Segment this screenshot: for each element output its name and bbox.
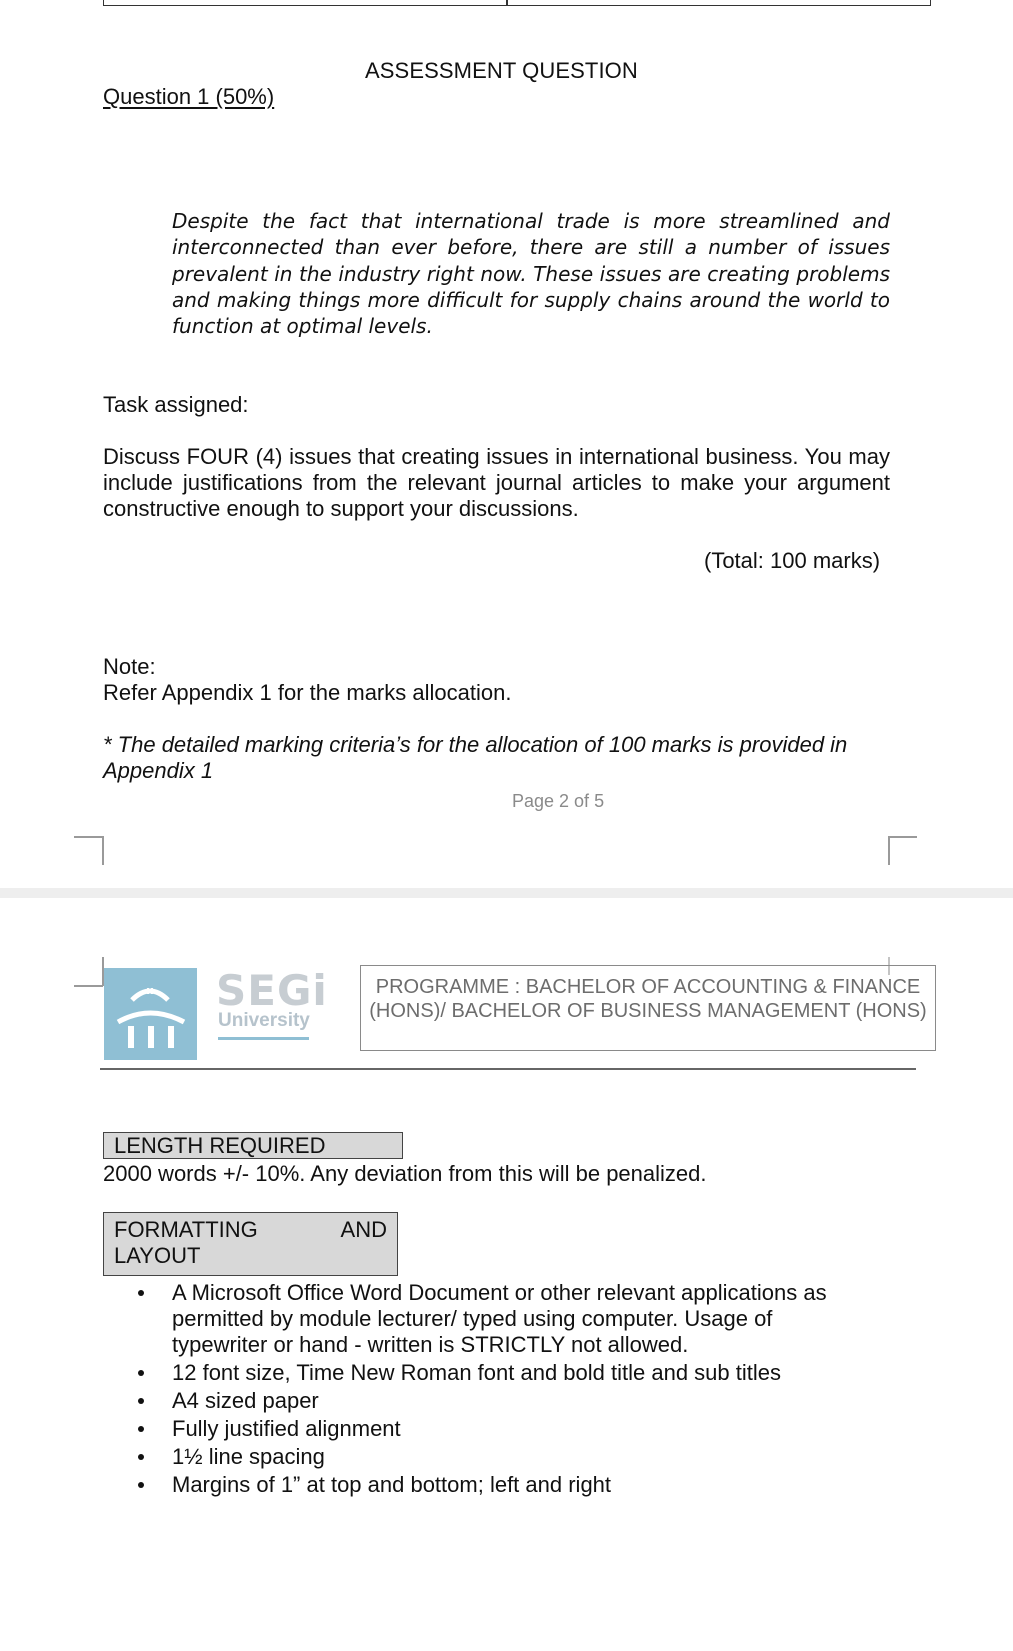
page-number: Page 2 of 5 bbox=[512, 791, 605, 811]
total-marks: (Total: 100 marks) bbox=[704, 548, 881, 573]
task-body: Discuss FOUR (4) issues that creating issues in international business. You may include justifications from the relevant journal articles to make your argument constructive enough to support your discussions. bbox=[103, 444, 890, 521]
bullet-icon bbox=[138, 1370, 144, 1376]
list-item bbox=[130, 1472, 870, 1498]
formatting-layout-label bbox=[103, 1212, 398, 1276]
task-label: Task assigned: bbox=[103, 392, 249, 417]
programme-box: PROGRAMME : BACHELOR OF ACCOUNTING & FINANCE (HONS)/ BACHELOR OF BUSINESS MANAGEMENT (HONS) bbox=[360, 965, 936, 1051]
formatting-label-word: LAYOUT bbox=[114, 1243, 201, 1268]
logo-underline bbox=[218, 1037, 309, 1040]
list-item bbox=[130, 1360, 870, 1386]
bullet-icon bbox=[138, 1426, 144, 1432]
note-label: Note: bbox=[103, 654, 156, 679]
bullet-icon bbox=[138, 1290, 144, 1296]
logo-wordmark: SEGi bbox=[216, 966, 328, 1015]
length-required-label: LENGTH REQUIRED bbox=[103, 1132, 403, 1159]
bullet-icon bbox=[138, 1454, 144, 1460]
table-remnant bbox=[103, 0, 931, 6]
formatting-label-word: AND bbox=[340, 1217, 387, 1242]
page-corner-mark bbox=[74, 985, 103, 987]
note-body: Refer Appendix 1 for the marks allocation. bbox=[103, 680, 512, 705]
length-required-body: 2000 words +/- 10%. Any deviation from this will be penalized. bbox=[103, 1161, 707, 1186]
list-item bbox=[130, 1388, 870, 1414]
list-item-text: Margins of 1” at top and bottom; left and right bbox=[172, 1472, 612, 1497]
assessment-title: ASSESSMENT QUESTION bbox=[365, 58, 638, 83]
logo-subtitle: University bbox=[218, 1010, 310, 1031]
university-logo-icon bbox=[104, 968, 197, 1060]
header-rule bbox=[100, 1068, 916, 1070]
list-item-text: A4 sized paper bbox=[172, 1388, 319, 1413]
list-item bbox=[130, 1444, 870, 1470]
bullet-icon bbox=[138, 1398, 144, 1404]
list-item-text: 1½ line spacing bbox=[172, 1444, 325, 1469]
list-item-text: 12 font size, Time New Roman font and bold title and sub titles bbox=[172, 1360, 781, 1385]
formatting-label-word: FORMATTING bbox=[114, 1217, 258, 1242]
criteria-note: * The detailed marking criteria’s for the allocation of 100 marks is provided in Appendix 1 bbox=[103, 732, 848, 783]
table-divider bbox=[506, 0, 508, 6]
scenario-paragraph: Despite the fact that international trade is more streamlined and interconnected than ever before, there are still a number of issues prevalent in the industry right now. These issues are creating problems and making things more difficult for supply chains around the world to function at optimal levels. bbox=[172, 209, 890, 339]
page-separator bbox=[0, 888, 1013, 898]
page-corner-mark bbox=[888, 836, 890, 865]
list-item-text: Fully justified alignment bbox=[172, 1416, 401, 1441]
formatting-rules-list bbox=[130, 1280, 870, 1500]
list-item bbox=[130, 1280, 870, 1358]
list-item-text: A Microsoft Office Word Document or other relevant applications as permitted by module lecturer/ typed using computer. Usage of typewriter or hand - written is STRICTLY not allowed. bbox=[172, 1280, 827, 1357]
list-item bbox=[130, 1416, 870, 1442]
page-corner-mark bbox=[888, 836, 917, 838]
bullet-icon bbox=[138, 1482, 144, 1488]
page-corner-mark bbox=[74, 836, 103, 838]
question-heading: Question 1 (50%) bbox=[103, 84, 275, 109]
page-corner-mark bbox=[102, 836, 104, 865]
building-icon bbox=[104, 968, 197, 1060]
